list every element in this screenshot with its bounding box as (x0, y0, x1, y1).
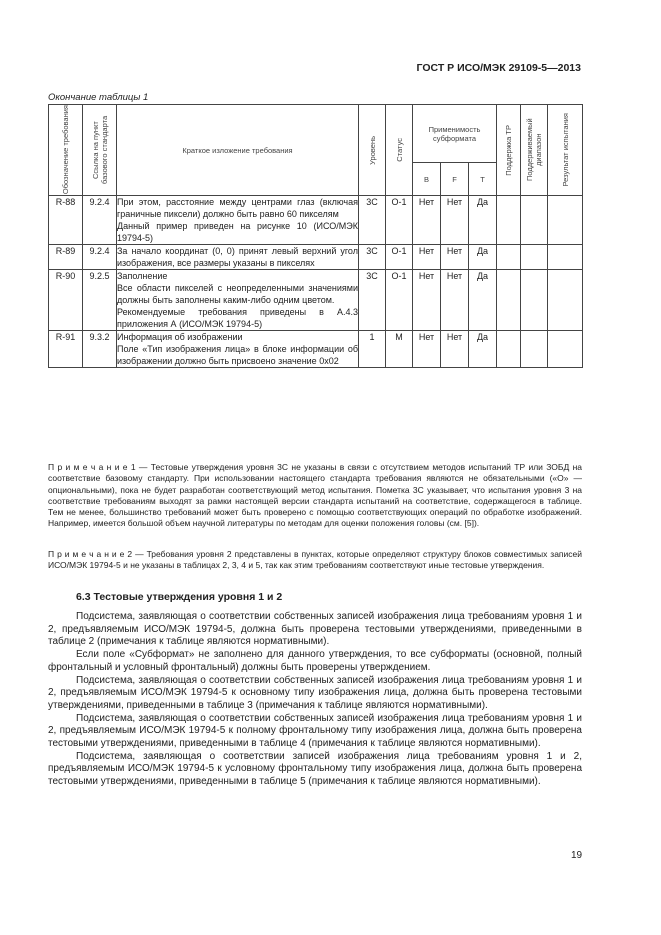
page-number: 19 (571, 850, 583, 861)
note-1 (48, 462, 582, 530)
col-applicability: Применимость субформата (413, 105, 497, 163)
note-1-label: П р и м е ч а н и е 1 (48, 462, 136, 472)
note-1-text: — Тестовые утверждения уровня 3С не указаны в связи с отсутствием методов испытаний ТР или ЗОБД на соответствие базовому стандарту. При использовании настоящего стандарта требования являются не обязательными («О» — опциональными), пока не будет разработан соответствующий метод испытания. Пометка 3С указывает, что испытания уровня 3 на соответствие требованиям выходят за рамки настоящей версии стандарта испытаний на соответствие, содержащегося в таблице. Тем не менее, большинство требований может быть проверено с помощью соответствующих операций по обработке изображений. Например, имеется большой объем научной литературы по методам для оценки положения головы (см. [5]). (48, 462, 582, 529)
table-row: R-89 9.2.4 За начало координат (0, 0) принят левый верхний угол изображения, все размеры указаны в пикселях 3С О-1 Нет Нет Да (49, 245, 583, 270)
note-2-label: П р и м е ч а н и е 2 (48, 549, 133, 559)
paragraph: Подсистема, заявляющая о соответствии собственных записей изображения лица требованиям уровня 1 и 2, предъявляемым ИСО/МЭК 19794-5 к полному фронтальному типу изображения лица, должна быть проверена тестовыми утверждениями, приведенными в таблице 4 (примечания к таблице являются нормативными). (48, 712, 582, 750)
col-reference: Ссылка на пункт базового стандарта (83, 105, 117, 196)
col-tr-support: Поддержка ТР (497, 105, 521, 196)
document-header: ГОСТ Р ИСО/МЭК 29109-5—2013 (416, 62, 581, 74)
col-status: Статус (386, 105, 413, 196)
requirements-table (48, 104, 583, 368)
col-supported-range: Поддерживаемый диапазон (521, 105, 548, 196)
col-designation: Обозначение требования (49, 105, 83, 196)
col-sub-b: B (413, 163, 441, 196)
col-level: Уровень (359, 105, 386, 196)
table-row: R-91 9.3.2 Информация об изображении Поле «Тип изображения лица» в блоке информации об изображении должно быть присвоено значение 0x02 1 М Нет Нет Да (49, 331, 583, 368)
paragraph: Подсистема, заявляющая о соответствии записей изображения лица требованиям уровня 1 и 2, предъявляемым ИСО/МЭК 19794-5 к условному фронтальному типу изображения лица, должна быть проверена тестовыми утверждениями, приведенными в таблице 5 (примечания к таблице являются нормативными). (48, 750, 582, 788)
paragraph: Если поле «Субформат» не заполнено для данного утверждения, то все субформаты (основной, полный фронтальный и условный фронтальный) должны быть проверены утверждением. (48, 649, 582, 673)
col-test-result: Результат испытания (548, 105, 583, 196)
table-caption: Окончание таблицы 1 (48, 92, 149, 103)
table-row: R-90 9.2.5 Заполнение Все области пикселей с неопределенными значениями должны быть заполнены каким-либо одним цветом. Рекомендуемые требования приведены в А.4.3 приложения А (ИСО/МЭК 19794-5) 3С О-1 Нет Нет Да (49, 270, 583, 331)
section-body (48, 611, 582, 789)
col-summary: Краткое изложение требования (117, 105, 359, 196)
col-sub-f: F (441, 163, 469, 196)
table-row: R-88 9.2.4 При этом, расстояние между центрами глаз (включая граничные пиксели) должно быть равно 60 пикселям Данный пример приведен на рисунке 10 (ИСО/МЭК 19794-5) 3С О-1 Нет Нет Да (49, 196, 583, 245)
paragraph: Подсистема, заявляющая о соответствии собственных записей изображения лица требованиям уровня 1 и 2, предъявляемым ИСО/МЭК 19794-5, должна быть проверена тестовыми утверждениями, приведенными в таблице 2 (примечания к таблице являются нормативными). (48, 611, 582, 648)
note-2-text: — Требования уровня 2 представлены в пунктах, которые определяют структуру блоков совместимых записей ИСО/МЭК 19794-5 и не указаны в таблицах 2, 3, 4 и 5, так как этим требованиям соответствуют иные тестовые утверждения. (48, 549, 583, 571)
section-title: 6.3 Тестовые утверждения уровня 1 и 2 (76, 591, 283, 603)
paragraph: Подсистема, заявляющая о соответствии собственных записей изображения лица требованиям уровня 1 и 2, предъявляемым ИСО/МЭК 19794-5 к основному типу изображения лица, должна быть проверена тестовыми утверждениями, приведенными в таблице 3 (примечания к таблице являются нормативными). (48, 674, 582, 711)
col-sub-t: T (469, 163, 497, 196)
note-2 (48, 549, 582, 572)
